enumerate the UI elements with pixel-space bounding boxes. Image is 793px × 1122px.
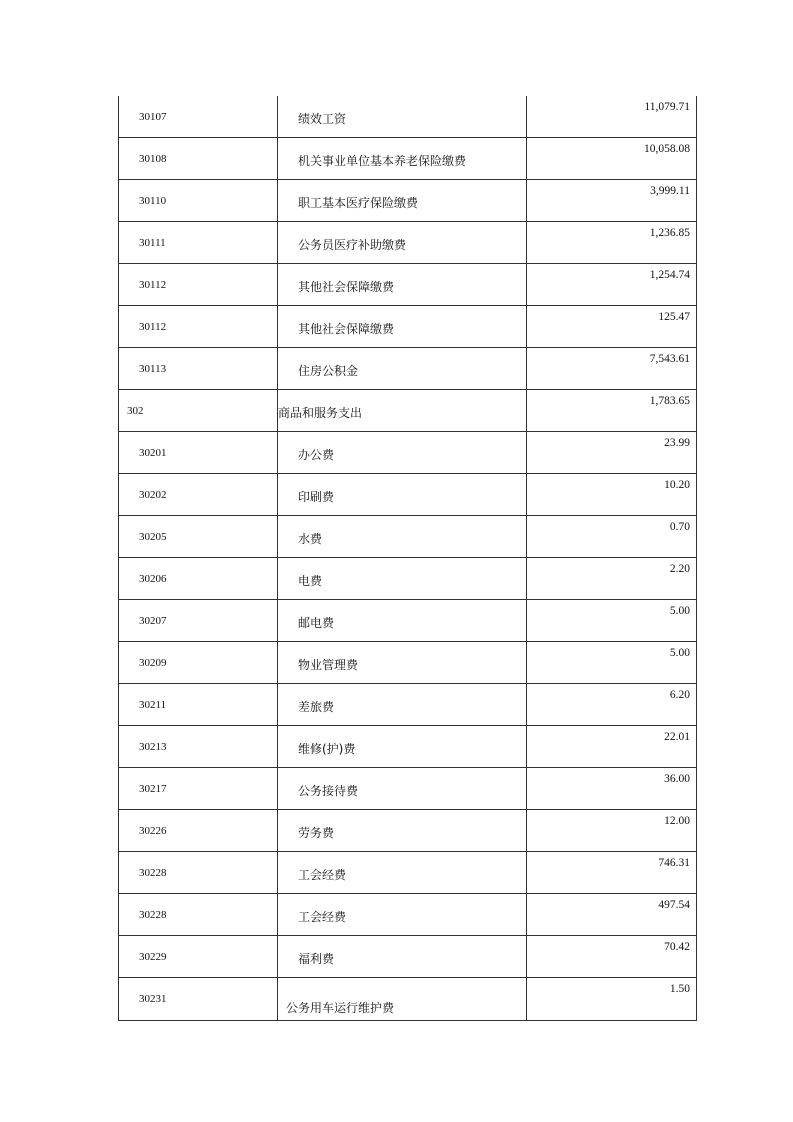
name-text: 其他社会保障缴费 (298, 279, 395, 294)
code-text: 30201 (139, 446, 167, 459)
code-text: 30112 (139, 320, 167, 333)
table-row (119, 852, 697, 894)
name-cell (278, 684, 527, 726)
name-cell (278, 138, 527, 180)
amount-cell (527, 642, 697, 684)
name-text: 公务用车运行维护费 (286, 1001, 395, 1015)
name-text: 劳务费 (298, 825, 335, 840)
amount-cell (527, 768, 697, 810)
amount-cell (527, 432, 697, 474)
code-text: 30202 (139, 488, 167, 501)
code-text: 302 (127, 404, 144, 417)
name-text: 福利费 (298, 951, 335, 966)
code-cell (119, 642, 278, 684)
name-text: 差旅费 (298, 699, 335, 714)
amount-text: 5.00 (669, 647, 690, 659)
table-row (119, 768, 697, 810)
name-cell (278, 894, 527, 936)
code-cell (119, 810, 278, 852)
amount-cell (527, 936, 697, 978)
amount-cell (527, 600, 697, 642)
table-row (119, 810, 697, 852)
name-text: 邮电费 (298, 615, 335, 630)
name-text: 公务员医疗补助缴费 (298, 237, 407, 252)
table-row (119, 474, 697, 516)
code-cell (119, 474, 278, 516)
name-cell (278, 642, 527, 684)
amount-text: 7,543.61 (649, 353, 690, 365)
amount-cell (527, 558, 697, 600)
amount-text: 11,079.71 (644, 101, 690, 113)
name-cell (278, 852, 527, 894)
amount-text: 22.01 (664, 731, 690, 743)
name-cell (278, 726, 527, 768)
name-cell (278, 474, 527, 516)
table-row (119, 138, 697, 180)
table-body (119, 96, 697, 1021)
name-cell (278, 264, 527, 306)
name-cell (278, 978, 527, 1021)
table-row (119, 432, 697, 474)
name-cell (278, 768, 527, 810)
name-text: 工会经费 (298, 909, 347, 924)
name-cell (278, 180, 527, 222)
amount-cell (527, 726, 697, 768)
expenditure-table (118, 96, 697, 1021)
table-row (119, 306, 697, 348)
name-text: 办公费 (298, 447, 335, 462)
table-row (119, 936, 697, 978)
name-text: 水费 (298, 531, 323, 546)
code-cell (119, 684, 278, 726)
name-cell (278, 432, 527, 474)
code-text: 30213 (139, 740, 167, 753)
code-cell (119, 894, 278, 936)
amount-text: 746.31 (658, 857, 690, 869)
name-text: 公务接待费 (298, 783, 359, 798)
table-row (119, 684, 697, 726)
table-row (119, 348, 697, 390)
table-row (119, 642, 697, 684)
code-text: 30206 (139, 572, 167, 585)
name-cell (278, 600, 527, 642)
amount-text: 2.20 (669, 563, 690, 575)
code-cell (119, 96, 278, 138)
name-cell (278, 222, 527, 264)
code-text: 30110 (139, 194, 167, 207)
name-text: 商品和服务支出 (278, 405, 363, 420)
name-cell (278, 390, 527, 432)
name-text: 职工基本医疗保险缴费 (298, 195, 419, 210)
amount-cell (527, 306, 697, 348)
amount-text: 1,254.74 (649, 269, 690, 281)
amount-text: 70.42 (664, 941, 690, 953)
name-text: 机关事业单位基本养老保险缴费 (298, 153, 467, 168)
amount-cell (527, 516, 697, 558)
amount-text: 1,783.65 (649, 395, 690, 407)
name-text: 工会经费 (298, 867, 347, 882)
code-cell (119, 138, 278, 180)
amount-cell (527, 474, 697, 516)
name-cell (278, 558, 527, 600)
amount-cell (527, 96, 697, 138)
amount-cell (527, 810, 697, 852)
code-cell (119, 348, 278, 390)
code-cell (119, 222, 278, 264)
amount-text: 23.99 (664, 437, 690, 449)
table-row (119, 978, 697, 1021)
name-text: 维修(护)费 (298, 741, 356, 756)
amount-text: 10.20 (664, 479, 690, 491)
table-row (119, 600, 697, 642)
table-row (119, 96, 697, 138)
amount-cell (527, 390, 697, 432)
code-text: 30229 (139, 950, 167, 963)
code-text: 30228 (139, 908, 167, 921)
amount-text: 36.00 (664, 773, 690, 785)
code-cell (119, 978, 278, 1021)
amount-text: 1.50 (669, 983, 690, 995)
table-row (119, 264, 697, 306)
code-text: 30231 (139, 993, 167, 1005)
amount-cell (527, 978, 697, 1021)
name-text: 其他社会保障缴费 (298, 321, 395, 336)
amount-text: 12.00 (664, 815, 690, 827)
code-text: 30211 (139, 698, 167, 711)
amount-cell (527, 348, 697, 390)
name-text: 物业管理费 (298, 657, 359, 672)
amount-cell (527, 138, 697, 180)
table-row (119, 222, 697, 264)
code-text: 30108 (139, 152, 167, 165)
code-text: 30112 (139, 278, 167, 291)
code-cell (119, 516, 278, 558)
amount-text: 10,058.08 (644, 143, 690, 155)
amount-text: 125.47 (658, 311, 690, 323)
name-text: 电费 (298, 573, 323, 588)
code-cell (119, 264, 278, 306)
table-row (119, 558, 697, 600)
table-row (119, 180, 697, 222)
code-cell (119, 936, 278, 978)
code-cell (119, 432, 278, 474)
amount-text: 5.00 (669, 605, 690, 617)
amount-text: 6.20 (669, 689, 690, 701)
name-text: 绩效工资 (298, 111, 347, 126)
table-row (119, 516, 697, 558)
code-cell (119, 600, 278, 642)
name-text: 印刷费 (298, 489, 335, 504)
name-cell (278, 936, 527, 978)
code-text: 30205 (139, 530, 167, 543)
table-row (119, 894, 697, 936)
code-cell (119, 180, 278, 222)
code-text: 30226 (139, 824, 167, 837)
amount-cell (527, 852, 697, 894)
code-cell (119, 558, 278, 600)
amount-cell (527, 684, 697, 726)
code-text: 30228 (139, 866, 167, 879)
code-text: 30207 (139, 614, 167, 627)
code-cell (119, 390, 278, 432)
code-cell (119, 306, 278, 348)
name-text: 住房公积金 (298, 363, 359, 378)
code-cell (119, 768, 278, 810)
amount-text: 497.54 (658, 899, 690, 911)
amount-text: 1,236.85 (649, 227, 690, 239)
name-cell (278, 96, 527, 138)
amount-cell (527, 264, 697, 306)
name-cell (278, 306, 527, 348)
amount-text: 3,999.11 (650, 185, 690, 197)
code-text: 30217 (139, 782, 167, 795)
code-text: 30113 (139, 362, 167, 375)
code-text: 30111 (139, 236, 166, 249)
code-cell (119, 726, 278, 768)
code-text: 30107 (139, 110, 167, 123)
expenditure-table-container (118, 96, 696, 1021)
code-cell (119, 852, 278, 894)
code-text: 30209 (139, 656, 167, 669)
table-row (119, 726, 697, 768)
amount-cell (527, 222, 697, 264)
amount-cell (527, 180, 697, 222)
amount-cell (527, 894, 697, 936)
amount-text: 0.70 (669, 521, 690, 533)
table-row (119, 390, 697, 432)
name-cell (278, 810, 527, 852)
name-cell (278, 348, 527, 390)
name-cell (278, 516, 527, 558)
